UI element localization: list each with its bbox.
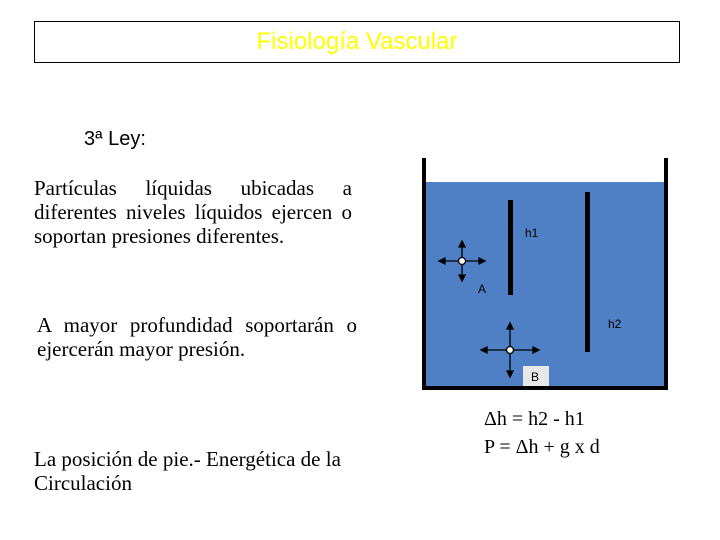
h1-bar bbox=[508, 200, 513, 295]
right-wall bbox=[664, 158, 668, 390]
title-box bbox=[34, 21, 680, 63]
container-bottom bbox=[422, 386, 668, 390]
label-b: B bbox=[531, 370, 540, 384]
paragraph-1: Partículas líquidas ubicadas a diferentes niveles líquidos ejercen o soportan presiones diferentes. bbox=[34, 176, 352, 248]
paragraph-3: La posición de pie.- Energética de la Circulación bbox=[34, 447, 341, 495]
formula-pressure: P = Δh + g x d bbox=[484, 436, 600, 458]
law-heading: 3ª Ley: bbox=[84, 128, 146, 150]
pressure-diagram bbox=[415, 150, 675, 395]
label-a: A bbox=[478, 282, 487, 296]
label-h2: h2 bbox=[608, 317, 622, 331]
formula-delta-h: Δh = h2 - h1 bbox=[484, 408, 585, 430]
page-title: Fisiología Vascular bbox=[256, 28, 458, 55]
fluid-body bbox=[425, 182, 665, 388]
left-wall bbox=[422, 158, 426, 390]
label-h1: h1 bbox=[525, 226, 539, 240]
h2-bar bbox=[585, 192, 590, 352]
paragraph-2: A mayor profundidad soportarán o ejercerán mayor presión. bbox=[37, 313, 357, 361]
